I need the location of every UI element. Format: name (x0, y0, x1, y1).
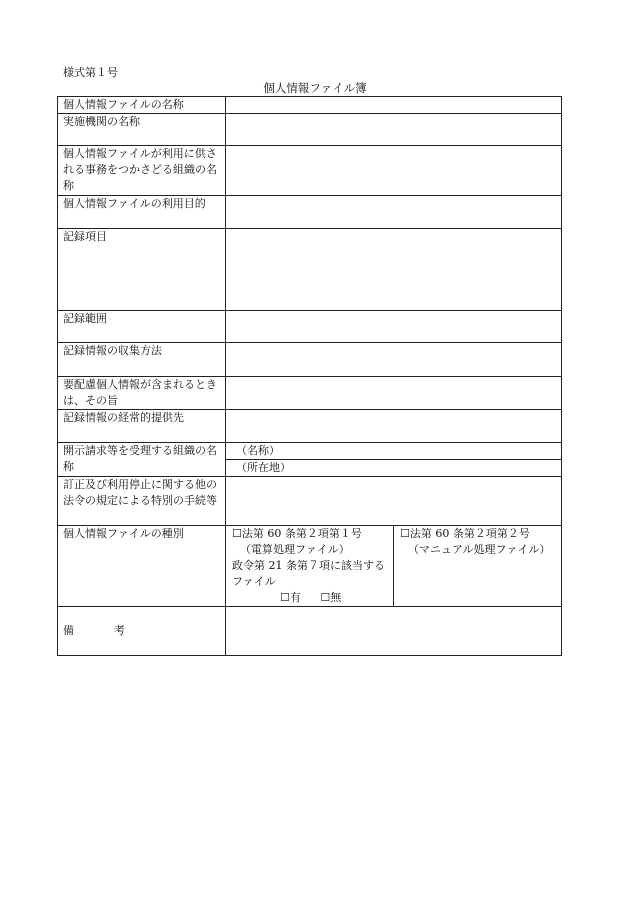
label-file-name: 個人情報ファイルの名称 (58, 97, 226, 114)
table-row (58, 477, 562, 526)
remarks-char-2: 考 (114, 624, 125, 637)
value-record-scope[interactable] (226, 311, 562, 343)
label-sensitive-info: 要配慮個人情報が含まれるときは、その旨 (58, 377, 226, 410)
value-purpose[interactable] (226, 196, 562, 229)
checkbox-electronic[interactable]: ☐法第 60 条第２項第１号 (232, 527, 362, 540)
label-organization: 個人情報ファイルが利用に供される事務をつかさどる組織の名称 (58, 146, 226, 196)
form-number: 様式第１号 (63, 66, 118, 79)
checkbox-no[interactable]: ☐無 (320, 591, 342, 604)
label-special-procedures: 訂正及び利用停止に関する他の法令の規定による特別の手続等 (58, 477, 226, 526)
table-row (58, 607, 562, 656)
label-record-scope: 記録範囲 (58, 311, 226, 343)
table-row (58, 146, 562, 196)
value-remarks[interactable] (226, 607, 562, 656)
label-regular-recipients: 記録情報の経常的提供先 (58, 410, 226, 443)
value-record-items[interactable] (226, 229, 562, 311)
value-agency-name[interactable] (226, 114, 562, 146)
label-disclosure-org: 開示請求等を受理する組織の名称 (58, 443, 226, 477)
label-file-type: 個人情報ファイルの種別 (58, 526, 226, 607)
table-row (58, 343, 562, 377)
value-collection-method[interactable] (226, 343, 562, 377)
label-purpose: 個人情報ファイルの利用目的 (58, 196, 226, 229)
form-title: 個人情報ファイル簿 (263, 81, 367, 95)
ordinance-note-cont: ファイル (232, 575, 276, 588)
register-table (57, 96, 562, 656)
value-regular-recipients[interactable] (226, 410, 562, 443)
checkbox-yes[interactable]: ☐有 (280, 591, 301, 604)
table-row (58, 229, 562, 311)
remarks-char-1: 備 (63, 624, 74, 637)
manual-file-label: （マニュアル処理ファイル） (408, 543, 551, 556)
value-special-procedures[interactable] (226, 477, 562, 526)
electronic-file-label: （電算処理ファイル） (240, 543, 350, 556)
table-row (58, 311, 562, 343)
value-disclosure-org-name[interactable]: （名称） (226, 443, 562, 460)
label-agency-name: 実施機関の名称 (58, 114, 226, 146)
label-record-items: 記録項目 (58, 229, 226, 311)
file-type-option-manual (394, 526, 562, 607)
table-row (58, 410, 562, 443)
yes-no-checkboxes (232, 590, 390, 606)
checkbox-manual[interactable]: ☐法第 60 条第２項第２号 (400, 527, 530, 540)
table-row (58, 443, 562, 460)
label-collection-method: 記録情報の収集方法 (58, 343, 226, 377)
label-remarks (58, 607, 226, 656)
table-row (58, 114, 562, 146)
file-type-option-electronic (226, 526, 394, 607)
value-disclosure-org-address[interactable]: （所在地） (226, 460, 562, 477)
value-organization[interactable] (226, 146, 562, 196)
value-file-name[interactable] (226, 97, 562, 114)
table-row (58, 526, 562, 607)
table-row (58, 377, 562, 410)
value-sensitive-info[interactable] (226, 377, 562, 410)
ordinance-note: 政令第 21 条第７項に該当する (232, 559, 385, 572)
table-row (58, 196, 562, 229)
table-row (58, 97, 562, 114)
